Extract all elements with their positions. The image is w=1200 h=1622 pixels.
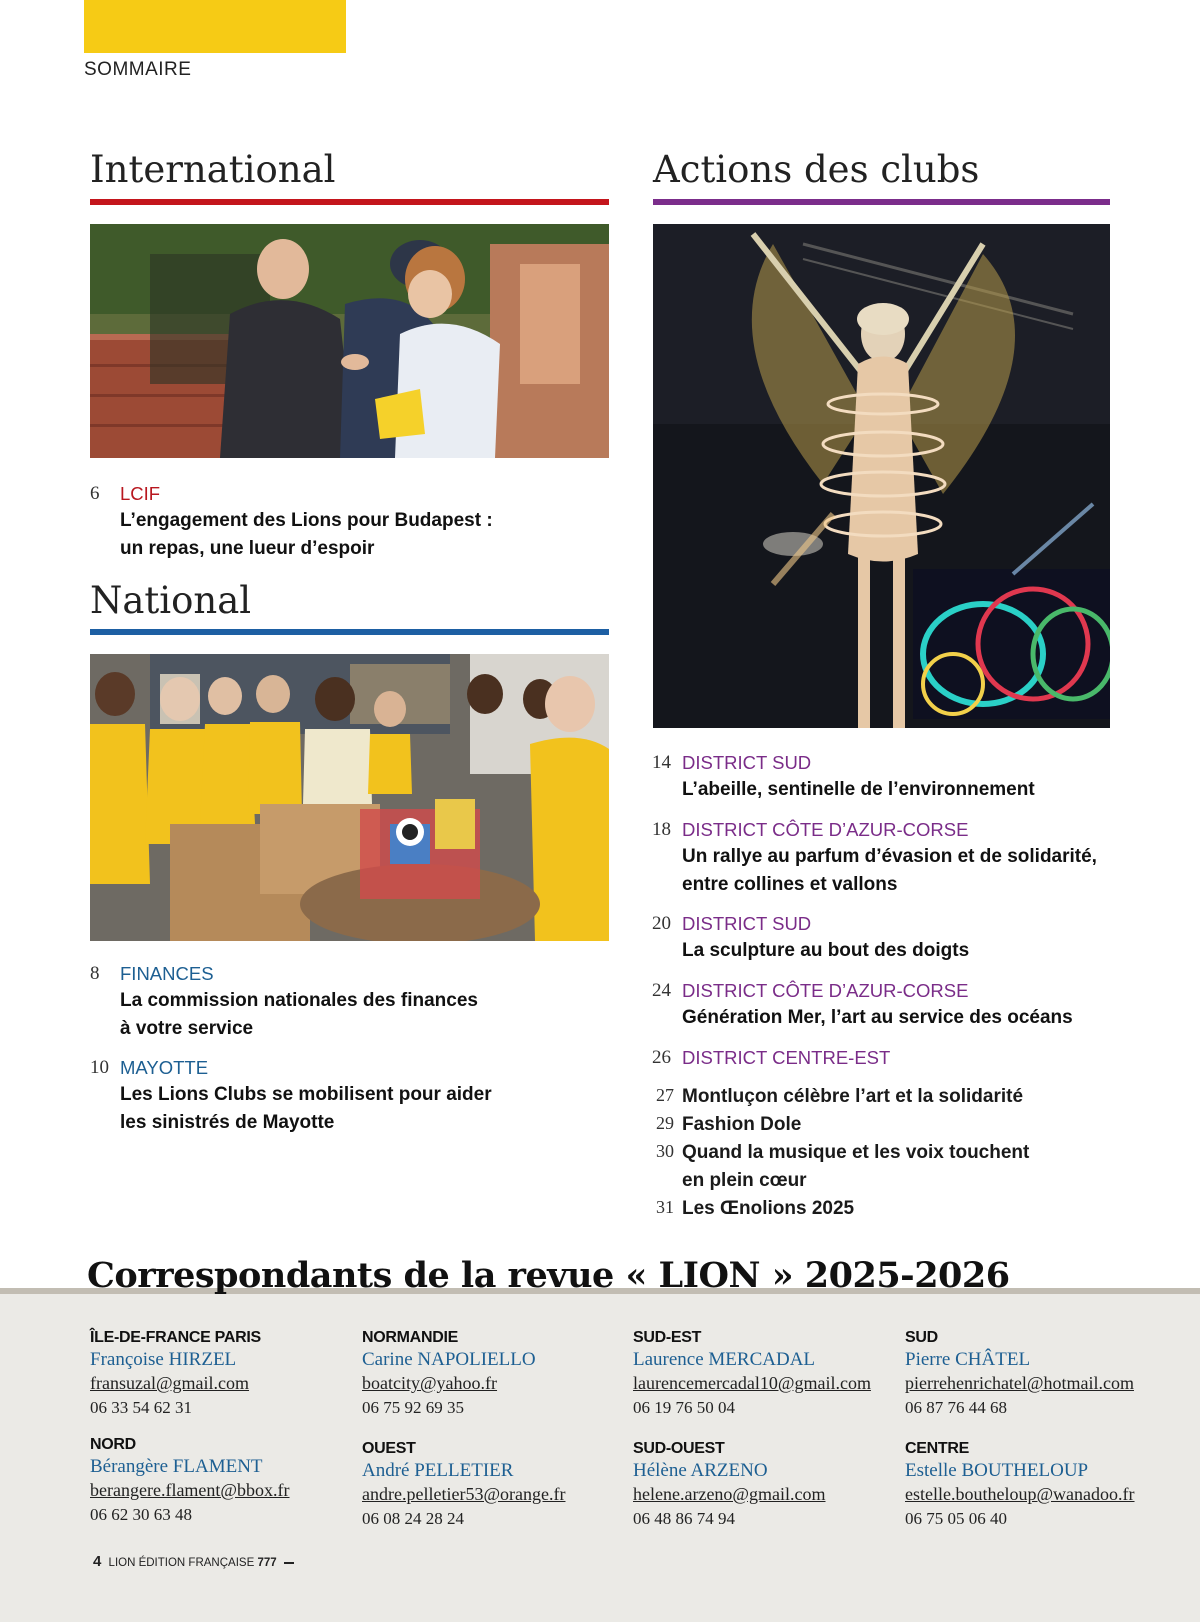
correspondant-name: Pierre CHÂTEL — [905, 1349, 1031, 1370]
correspondant-email-link[interactable]: pierrehenrichatel@hotmail.com — [905, 1373, 1134, 1393]
sub-entry-title: en plein cœur — [682, 1170, 807, 1191]
correspondant-phone: 06 19 76 50 04 — [633, 1398, 735, 1417]
correspondant-name: Carine NAPOLIELLO — [362, 1349, 536, 1370]
toc-entry-lcif[interactable] — [90, 483, 609, 563]
correspondant-card — [362, 1438, 622, 1530]
sub-entry-title: Quand la musique et les voix touchent — [682, 1142, 1030, 1163]
toc-entry-cote-azur-generation-mer[interactable] — [652, 980, 1172, 1036]
page-number: 6 — [90, 483, 100, 504]
region-label: CENTRE — [905, 1440, 969, 1457]
entry-title-line: entre collines et vallons — [682, 874, 898, 895]
correspondant-email-link[interactable]: berangere.flament@bbox.fr — [90, 1480, 290, 1500]
correspondant-email-link[interactable]: boatcity@yahoo.fr — [362, 1373, 498, 1393]
category-label: DISTRICT CÔTE D’AZUR-CORSE — [682, 819, 969, 840]
correspondant-phone: 06 33 54 62 31 — [90, 1398, 192, 1417]
toc-entry-district-centre-est[interactable] — [652, 1047, 1172, 1075]
footer-dash — [284, 1562, 294, 1564]
correspondants-title: Correspondants de la revue « LION » 2025-2026 — [87, 1255, 1010, 1296]
region-label: SUD — [905, 1329, 938, 1346]
page-number: 26 — [652, 1047, 671, 1068]
yellow-header-tab — [84, 0, 346, 53]
correspondant-name: Hélène ARZENO — [633, 1460, 768, 1481]
footer-page-number: 4 — [93, 1553, 102, 1570]
correspondant-card — [905, 1438, 1165, 1530]
page-number: 20 — [652, 913, 671, 934]
toc-entry-district-sud-sculpture[interactable] — [652, 913, 1172, 969]
page-number: 8 — [90, 963, 100, 984]
category-label: DISTRICT SUD — [682, 752, 812, 773]
correspondant-phone: 06 75 05 06 40 — [905, 1509, 1007, 1528]
correspondant-phone: 06 62 30 63 48 — [90, 1505, 192, 1524]
international-photo — [90, 224, 609, 458]
correspondant-email-link[interactable]: fransuzal@gmail.com — [90, 1373, 250, 1393]
national-rule — [90, 629, 609, 635]
footer-publication: LION ÉDITION FRANÇAISE — [108, 1557, 255, 1569]
toc-entry-mayotte[interactable] — [90, 1057, 609, 1137]
category-label: MAYOTTE — [120, 1057, 209, 1078]
correspondant-email-link[interactable]: andre.pelletier53@orange.fr — [362, 1484, 566, 1504]
page-number: 24 — [652, 980, 671, 1001]
toc-entry-district-sud-abeille[interactable] — [652, 752, 1172, 808]
section-label: SOMMAIRE — [84, 59, 192, 80]
correspondant-name: Laurence MERCADAL — [633, 1349, 816, 1370]
international-heading: International — [90, 148, 336, 191]
entry-title-line: La sculpture au bout des doigts — [682, 940, 970, 961]
page-number: 18 — [652, 819, 671, 840]
entry-title-line: L’engagement des Lions pour Budapest : — [120, 510, 493, 531]
category-label: DISTRICT SUD — [682, 913, 812, 934]
international-rule — [90, 199, 609, 205]
correspondant-name: Françoise HIRZEL — [90, 1349, 237, 1370]
entry-title-line: Génération Mer, l’art au service des océans — [682, 1007, 1073, 1028]
actions-rule — [653, 199, 1110, 205]
correspondant-phone: 06 08 24 28 24 — [362, 1509, 464, 1528]
correspondant-phone: 06 48 86 74 94 — [633, 1509, 735, 1528]
toc-entry-finances[interactable] — [90, 963, 609, 1043]
sub-entry-title: Les Œnolions 2025 — [682, 1198, 855, 1219]
entry-title-line: un repas, une lueur d’espoir — [120, 538, 375, 559]
entry-title-line: les sinistrés de Mayotte — [120, 1112, 335, 1133]
correspondant-card — [905, 1327, 1165, 1419]
toc-entry-cote-azur-rallye[interactable] — [652, 819, 1172, 899]
category-label: LCIF — [120, 483, 161, 504]
sub-entry-title: Montluçon célèbre l’art et la solidarité — [682, 1086, 1024, 1107]
region-label: SUD-EST — [633, 1329, 702, 1346]
entry-title-line: L’abeille, sentinelle de l’environnement — [682, 779, 1035, 800]
correspondant-card — [633, 1327, 893, 1419]
page-number: 10 — [90, 1057, 109, 1078]
correspondant-card — [633, 1438, 893, 1530]
page-number: 27 — [656, 1085, 674, 1105]
national-photo — [90, 654, 609, 941]
correspondant-card — [90, 1327, 350, 1419]
page-number: 31 — [656, 1197, 674, 1217]
region-label: NORMANDIE — [362, 1329, 458, 1346]
correspondant-phone: 06 75 92 69 35 — [362, 1398, 464, 1417]
entry-title-line: La commission nationales des finances — [120, 990, 478, 1011]
correspondant-name: Estelle BOUTHELOUP — [905, 1460, 1089, 1481]
actions-photo — [653, 224, 1110, 728]
correspondant-email-link[interactable]: laurencemercadal10@gmail.com — [633, 1373, 871, 1393]
correspondant-email-link[interactable]: estelle.boutheloup@wanadoo.fr — [905, 1484, 1135, 1504]
category-label: FINANCES — [120, 963, 214, 984]
correspondant-email-link[interactable]: helene.arzeno@gmail.com — [633, 1484, 826, 1504]
correspondant-phone: 06 87 76 44 68 — [905, 1398, 1007, 1417]
sub-entry-title: Fashion Dole — [682, 1114, 802, 1135]
region-label: SUD-OUEST — [633, 1440, 725, 1457]
page-number: 14 — [652, 752, 671, 773]
entry-title-line: Les Lions Clubs se mobilisent pour aider — [120, 1084, 492, 1105]
national-heading: National — [90, 579, 252, 622]
correspondant-name: Bérangère FLAMENT — [90, 1456, 263, 1477]
category-label: DISTRICT CENTRE-EST — [682, 1047, 891, 1068]
actions-heading: Actions des clubs — [653, 148, 980, 191]
correspondant-name: André PELLETIER — [362, 1460, 514, 1481]
page-footer — [93, 1553, 294, 1570]
entry-title-line: Un rallye au parfum d’évasion et de solidarité, — [682, 846, 1097, 867]
page-number: 30 — [656, 1141, 674, 1161]
category-label: DISTRICT CÔTE D’AZUR-CORSE — [682, 980, 969, 1001]
region-label: ÎLE-DE-FRANCE PARIS — [90, 1329, 261, 1346]
region-label: NORD — [90, 1436, 136, 1453]
region-label: OUEST — [362, 1440, 416, 1457]
page-number: 29 — [656, 1113, 674, 1133]
correspondant-card — [90, 1434, 350, 1526]
correspondant-card — [362, 1327, 622, 1419]
entry-title-line: à votre service — [120, 1018, 254, 1039]
footer-issue: 777 — [257, 1557, 277, 1569]
